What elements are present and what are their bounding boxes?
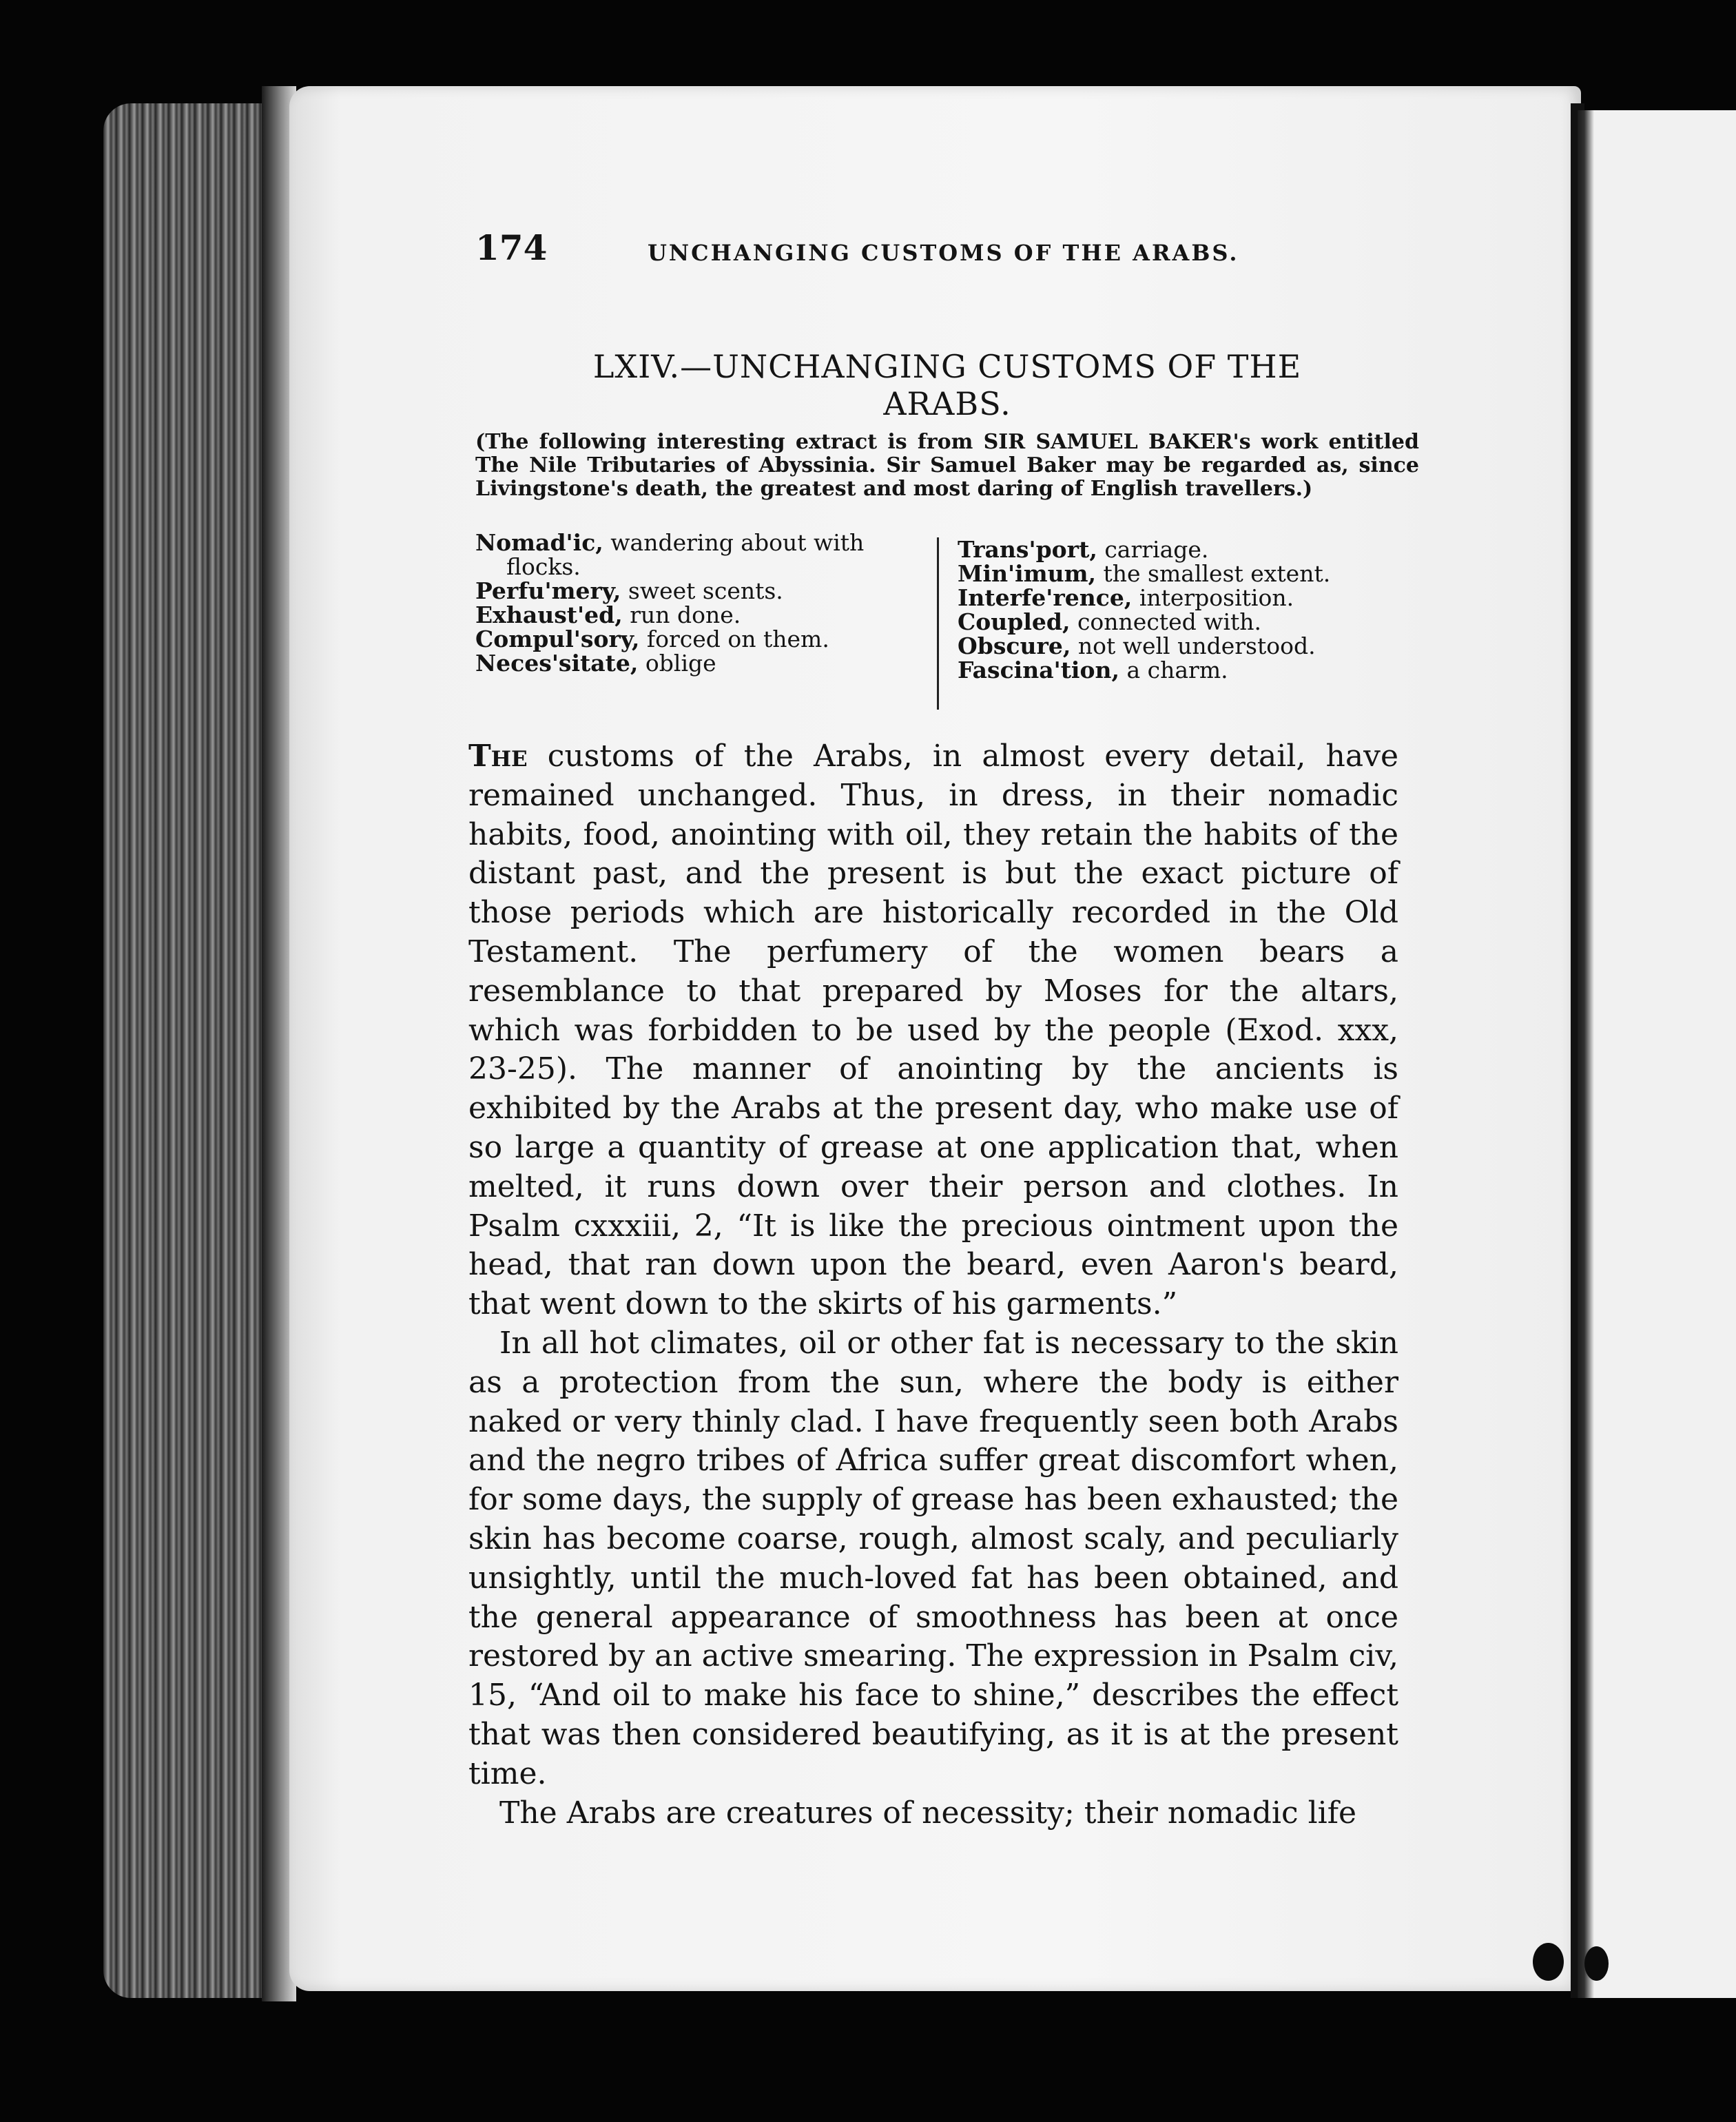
glossary-entry: Interfe'rence, interposition. xyxy=(958,584,1294,611)
glossary-entry: Exhaust'ed, run done. xyxy=(475,601,741,628)
glossary-left-column xyxy=(475,530,930,675)
body-text xyxy=(468,737,1398,1833)
chapter-title: LXIV.—UNCHANGING CUSTOMS OF THE ARABS. xyxy=(592,348,1302,422)
glossary-entry: Min'imum, the smallest extent. xyxy=(958,560,1331,587)
intro-note: (The following interesting extract is from SIR SAMUEL BAKER's work entitled The Nile Tributaries of Abyssinia. Sir Samuel Baker may be regarded as, since Livingstone's death, the greatest and most daring of English travellers.) xyxy=(475,430,1419,501)
glossary-entry: Neces'sitate, oblige xyxy=(475,650,716,677)
glossary xyxy=(475,530,1392,710)
glossary-entry: Coupled, connected with. xyxy=(958,608,1262,635)
glossary-right-column xyxy=(958,537,1392,682)
glossary-entry: Fascina'tion, a charm. xyxy=(958,657,1228,683)
glossary-entry: Obscure, not well understood. xyxy=(958,632,1316,659)
facing-page-edge xyxy=(1578,110,1736,1998)
glossary-entry: flocks. xyxy=(506,553,581,580)
glossary-entry: Compul'sory, forced on them. xyxy=(475,626,829,652)
ink-spot xyxy=(1533,1943,1564,1981)
paragraph: In all hot climates, oil or other fat is necessary to the skin as a protection from the sun, where the body is either naked or very thinly clad. I have frequently seen both Arabs and the negro tribes of Africa suffer great discomfort when, for some days, the supply of grease has been exhausted; the skin has become coarse, rough, almost scaly, and peculiarly unsightly, until the much-loved fat has been obtained, and the general appearance of smoothness has been at once restored by an active smearing. The expression in Psalm civ, 15, “And oil to make his face to shine,” describes the effect that was then considered beautifying, as it is at the present time. xyxy=(468,1325,1398,1791)
glossary-entry: Nomad'ic, wandering about with xyxy=(475,529,865,556)
paragraph: The customs of the Arabs, in almost every detail, have remained unchanged. Thus, in dress, in their nomadic habits, food, anointing with oil, they retain the habits of the distant past, and the present is but the exact picture of those periods which are historically recorded in the Old Testament. The perfumery of the women bears a resemblance to that prepared by Moses for the altars, which was forbidden to be used by the people (Exod. xxx, 23-25). The manner of anointing by the ancients is exhibited by the Arabs at the present day, who make use of so large a quantity of grease at one application that, when melted, it runs down over their person and clothes. In Psalm cxxxiii, 2, “It is like the precious ointment upon the head, that ran down upon the beard, even Aaron's beard, that went down to the skirts of his garments.” xyxy=(468,739,1398,1322)
page-number: 174 xyxy=(475,227,548,268)
glossary-divider xyxy=(937,537,939,710)
running-title: UNCHANGING CUSTOMS OF THE ARABS. xyxy=(648,240,1239,266)
ink-spot xyxy=(1584,1946,1609,1981)
glossary-entry: Trans'port, carriage. xyxy=(958,536,1209,563)
glossary-entry: Perfu'mery, sweet scents. xyxy=(475,577,783,604)
paragraph: The Arabs are creatures of necessity; their nomadic life xyxy=(499,1795,1357,1831)
